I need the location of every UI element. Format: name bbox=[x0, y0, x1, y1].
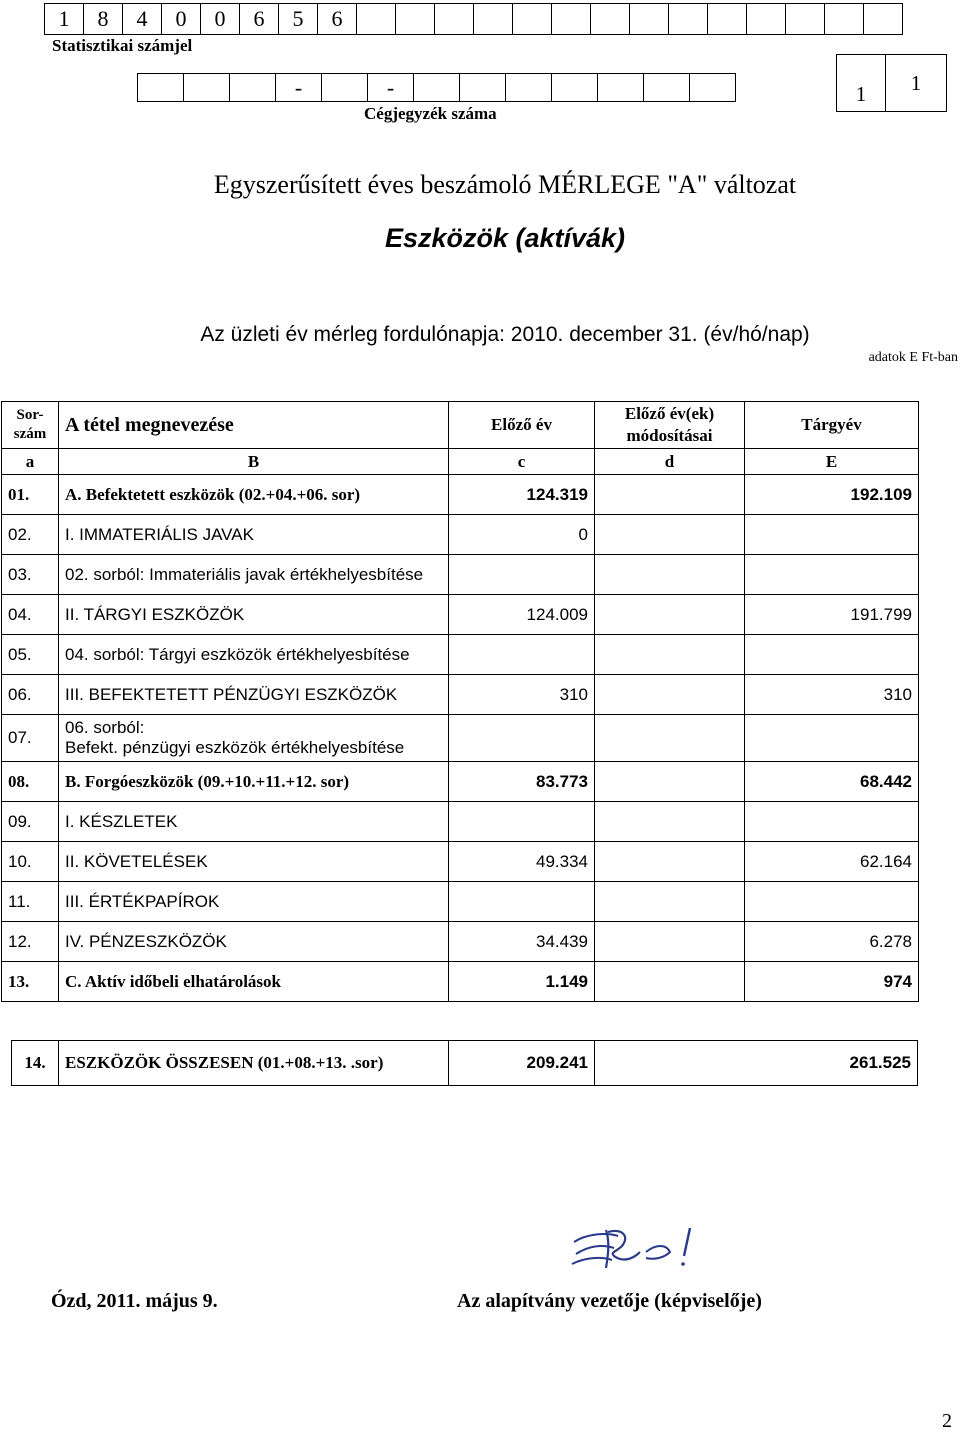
stat-digit-cell: 8 bbox=[84, 4, 123, 35]
row-name: III. ÉRTÉKPAPÍROK bbox=[59, 882, 449, 922]
row-mod-value bbox=[595, 675, 745, 715]
row-prev-value: 49.334 bbox=[449, 842, 595, 882]
registry-digit-cell bbox=[138, 74, 184, 102]
table-row bbox=[2, 635, 919, 675]
stat-digit-cell bbox=[552, 4, 591, 35]
row-name: C. Aktív időbeli elhatárolások bbox=[59, 962, 449, 1002]
total-table bbox=[11, 1040, 918, 1086]
row-name: IV. PÉNZESZKÖZÖK bbox=[59, 922, 449, 962]
row-number: 12. bbox=[2, 922, 59, 962]
row-number: 08. bbox=[2, 762, 59, 802]
row-number: 11. bbox=[2, 882, 59, 922]
letter-c: c bbox=[449, 449, 595, 475]
row-number: 13. bbox=[2, 962, 59, 1002]
stat-digit-cell bbox=[708, 4, 747, 35]
table-row bbox=[2, 715, 919, 762]
row-curr-value: 62.164 bbox=[745, 842, 919, 882]
row-curr-value bbox=[745, 802, 919, 842]
row-name: I. KÉSZLETEK bbox=[59, 802, 449, 842]
table-row bbox=[2, 595, 919, 635]
row-name: I. IMMATERIÁLIS JAVAK bbox=[59, 515, 449, 555]
stat-digit-cell bbox=[396, 4, 435, 35]
header-name: A tétel megnevezése bbox=[59, 402, 449, 449]
registry-digit-cell bbox=[414, 74, 460, 102]
registry-digit-cell bbox=[322, 74, 368, 102]
table-row bbox=[2, 675, 919, 715]
total-no: 14. bbox=[12, 1041, 59, 1086]
row-prev-value: 34.439 bbox=[449, 922, 595, 962]
form-number-1: 1 bbox=[837, 55, 886, 112]
stat-digit-cell: 6 bbox=[240, 4, 279, 35]
row-name: 04. sorból: Tárgyi eszközök értékhelyesbítése bbox=[59, 635, 449, 675]
row-curr-value: 68.442 bbox=[745, 762, 919, 802]
stat-digit-cell bbox=[630, 4, 669, 35]
table-row bbox=[2, 555, 919, 595]
row-curr-value: 191.799 bbox=[745, 595, 919, 635]
row-curr-value: 6.278 bbox=[745, 922, 919, 962]
form-number-2: 1 bbox=[886, 55, 947, 112]
table-row bbox=[2, 842, 919, 882]
row-mod-value bbox=[595, 922, 745, 962]
registry-digit-cell: - bbox=[368, 74, 414, 102]
row-prev-value bbox=[449, 802, 595, 842]
registry-digit-cell bbox=[644, 74, 690, 102]
stat-number-label: Statisztikai számjel bbox=[52, 36, 193, 55]
total-row bbox=[12, 1041, 918, 1086]
row-name: A. Befektetett eszközök (02.+04.+06. sor) bbox=[59, 475, 449, 515]
row-name: II. TÁRGYI ESZKÖZÖK bbox=[59, 595, 449, 635]
row-mod-value bbox=[595, 715, 745, 762]
row-name: III. BEFEKTETETT PÉNZÜGYI ESZKÖZÖK bbox=[59, 675, 449, 715]
registry-digit-cell bbox=[506, 74, 552, 102]
registry-digit-cell bbox=[690, 74, 736, 102]
stat-number-grid bbox=[44, 3, 903, 35]
table-row bbox=[2, 762, 919, 802]
stat-digit-cell bbox=[864, 4, 903, 35]
stat-digit-cell: 6 bbox=[318, 4, 357, 35]
unit-note: adatok E Ft-ban bbox=[868, 350, 958, 365]
stat-digit-cell: 4 bbox=[123, 4, 162, 35]
row-prev-value bbox=[449, 882, 595, 922]
row-name: 02. sorból: Immateriális javak értékhelyesbítése bbox=[59, 555, 449, 595]
row-curr-value bbox=[745, 882, 919, 922]
row-curr-value: 192.109 bbox=[745, 475, 919, 515]
letter-b: B bbox=[59, 449, 449, 475]
company-registry-grid bbox=[137, 73, 736, 102]
stat-digit-cell bbox=[825, 4, 864, 35]
registry-digit-cell bbox=[598, 74, 644, 102]
letter-d: d bbox=[595, 449, 745, 475]
stat-digit-cell: 0 bbox=[162, 4, 201, 35]
row-prev-value bbox=[449, 715, 595, 762]
document-subtitle: Eszközök (aktívák) bbox=[384, 223, 626, 253]
row-number: 02. bbox=[2, 515, 59, 555]
row-number: 03. bbox=[2, 555, 59, 595]
header-curr: Tárgyév bbox=[745, 402, 919, 449]
stat-digit-cell bbox=[591, 4, 630, 35]
header-sorszam: Sor- szám bbox=[2, 402, 59, 449]
row-mod-value bbox=[595, 515, 745, 555]
header-row bbox=[2, 402, 919, 449]
registry-digit-cell: - bbox=[276, 74, 322, 102]
letter-a: a bbox=[2, 449, 59, 475]
table-row bbox=[2, 962, 919, 1002]
header-mod: Előző év(ek) módosításai bbox=[595, 402, 745, 449]
table-row bbox=[2, 515, 919, 555]
row-mod-value bbox=[595, 882, 745, 922]
balance-date-line: Az üzleti év mérleg fordulónapja: 2010. december 31. (év/hó/nap) bbox=[200, 323, 810, 346]
row-mod-value bbox=[595, 842, 745, 882]
stat-digit-cell: 0 bbox=[201, 4, 240, 35]
row-mod-value bbox=[595, 635, 745, 675]
row-number: 06. bbox=[2, 675, 59, 715]
total-curr: 261.525 bbox=[595, 1041, 918, 1086]
form-number-box bbox=[836, 54, 947, 112]
row-mod-value bbox=[595, 475, 745, 515]
row-number: 09. bbox=[2, 802, 59, 842]
row-name: B. Forgóeszközök (09.+10.+11.+12. sor) bbox=[59, 762, 449, 802]
row-mod-value bbox=[595, 555, 745, 595]
total-name: ESZKÖZÖK ÖSSZESEN (01.+08.+13. .sor) bbox=[59, 1041, 449, 1086]
row-number: 07. bbox=[2, 715, 59, 762]
row-curr-value: 310 bbox=[745, 675, 919, 715]
table-row bbox=[2, 922, 919, 962]
registry-digit-cell bbox=[460, 74, 506, 102]
signature-image bbox=[566, 1222, 706, 1272]
row-curr-value: 974 bbox=[745, 962, 919, 1002]
row-name: II. KÖVETELÉSEK bbox=[59, 842, 449, 882]
stat-digit-cell bbox=[357, 4, 396, 35]
row-prev-value: 124.009 bbox=[449, 595, 595, 635]
row-mod-value bbox=[595, 962, 745, 1002]
balance-table bbox=[1, 401, 919, 1002]
stat-digit-cell bbox=[786, 4, 825, 35]
row-prev-value bbox=[449, 635, 595, 675]
row-prev-value bbox=[449, 555, 595, 595]
row-prev-value: 1.149 bbox=[449, 962, 595, 1002]
row-prev-value: 124.319 bbox=[449, 475, 595, 515]
stat-digit-cell: 1 bbox=[45, 4, 84, 35]
stat-digit-cell bbox=[669, 4, 708, 35]
registry-digit-cell bbox=[184, 74, 230, 102]
row-mod-value bbox=[595, 762, 745, 802]
header-prev: Előző év bbox=[449, 402, 595, 449]
row-number: 01. bbox=[2, 475, 59, 515]
place-date: Ózd, 2011. május 9. bbox=[51, 1290, 218, 1312]
table-row bbox=[2, 475, 919, 515]
stat-digit-cell bbox=[474, 4, 513, 35]
row-number: 05. bbox=[2, 635, 59, 675]
row-number: 10. bbox=[2, 842, 59, 882]
letter-e: E bbox=[745, 449, 919, 475]
row-prev-value: 83.773 bbox=[449, 762, 595, 802]
row-number: 04. bbox=[2, 595, 59, 635]
registry-digit-cell bbox=[552, 74, 598, 102]
table-row bbox=[2, 882, 919, 922]
row-mod-value bbox=[595, 802, 745, 842]
row-prev-value: 310 bbox=[449, 675, 595, 715]
letter-row bbox=[2, 449, 919, 475]
stat-digit-cell bbox=[513, 4, 552, 35]
table-row bbox=[2, 802, 919, 842]
row-name: 06. sorból: Befekt. pénzügyi eszközök értékhelyesbítése bbox=[59, 715, 449, 762]
total-prev: 209.241 bbox=[449, 1041, 595, 1086]
company-registry-label: Cégjegyzék száma bbox=[364, 104, 497, 123]
stat-digit-cell bbox=[435, 4, 474, 35]
stat-digit-cell bbox=[747, 4, 786, 35]
row-curr-value bbox=[745, 555, 919, 595]
row-curr-value bbox=[745, 715, 919, 762]
registry-digit-cell bbox=[230, 74, 276, 102]
row-curr-value bbox=[745, 515, 919, 555]
row-prev-value: 0 bbox=[449, 515, 595, 555]
signer-label: Az alapítvány vezetője (képviselője) bbox=[457, 1290, 762, 1312]
stat-digit-cell: 5 bbox=[279, 4, 318, 35]
document-title: Egyszerűsített éves beszámoló MÉRLEGE "A" változat bbox=[213, 170, 797, 199]
row-curr-value bbox=[745, 635, 919, 675]
row-mod-value bbox=[595, 595, 745, 635]
page-number: 2 bbox=[942, 1410, 952, 1432]
